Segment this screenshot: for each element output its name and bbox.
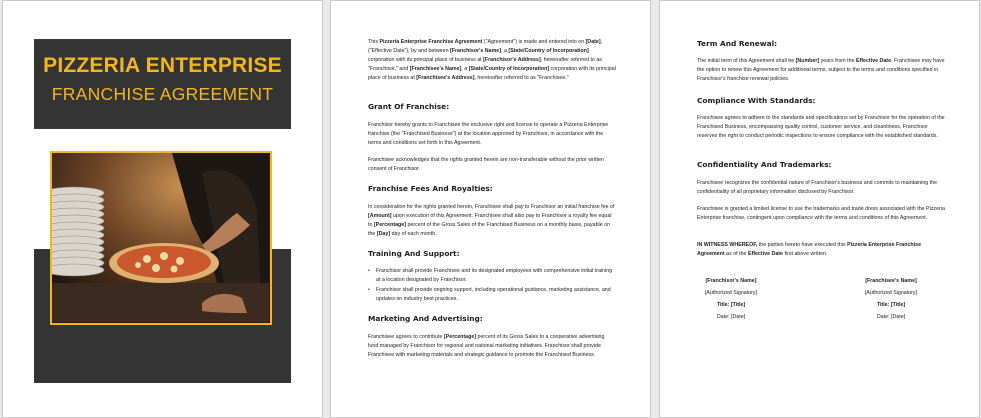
agreement-page-3 <box>659 0 980 418</box>
cover-subtitle: FRANCHISE AGREEMENT <box>51 84 274 104</box>
marketing-paragraph: Franchisee agrees to contribute [Percentage] percent of its Gross Sales to a cooperative advertising fund managed by Franchisor for regional and national marketing initiatives. Franchisor shall provide Franchisee with marketing materials and strategic guidance to promote the Franchised Business. <box>368 334 605 358</box>
term-paragraph: The initial term of this Agreement shall be [Number] years from the Effective Date. Franchisee may have the option to renew this Agreement for additional terms, subject to the terms and conditions specified in Franchisor's franchise renewal policies. <box>697 58 945 82</box>
grant-heading: Grant Of Franchise: <box>368 102 450 111</box>
franchisee-role: [Authorized Signatory] <box>864 290 918 296</box>
agreement-page-2 <box>330 0 651 418</box>
witness-paragraph: IN WITNESS WHEREOF, the parties hereto have executed this Pizzeria Enterprise Franchise Agreement as of the Effective Date first above written. <box>697 242 922 257</box>
franchisee-name: [Franchisee's Name] <box>865 278 917 284</box>
franchisor-title: Title: [Title] <box>716 302 746 308</box>
confidentiality-paragraph-2: Franchisee is granted a limited license to use the trademarks and trade dress associated with the Pizzeria Enterprise franchise, contingent upon compliance with the terms and conditions of this Agreement. <box>697 206 945 221</box>
marketing-heading: Marketing And Advertising: <box>368 314 483 323</box>
fees-paragraph: In consideration for the rights granted herein, Franchisee shall pay to Franchisor an initial franchise fee of [Amount] upon execution of this Agreement. Franchisee shall also pay to Franchisor a royalty fee equal to [Percentage] percent of the Gross Sales of the Franchised Business on a monthly basis, payable on the [Day] day of each month. <box>368 204 615 237</box>
training-item-1: • Franchisor shall provide Franchisee and its designated employees with comprehensive initial training at a location designated by Franchisor. <box>376 267 614 285</box>
training-heading: Training And Support: <box>368 249 460 258</box>
grant-paragraph-2: Franchisee acknowledges that the rights granted herein are non-transferable without the prior written consent of Franchisor. <box>368 157 604 172</box>
training-item-2: • Franchisor shall provide ongoing support, including operational guidance, marketing assistance, and updates on industry best practices. <box>376 286 614 304</box>
signature-block-franchisee <box>846 275 936 323</box>
cover-page <box>2 0 323 418</box>
franchisee-title: Title: [Title] <box>876 302 906 308</box>
confidentiality-heading: Confidentiality And Trademarks: <box>697 160 832 169</box>
cover-title-box <box>34 39 291 129</box>
grant-paragraph-1: Franchisor hereby grants to Franchisee the exclusive right and license to operate a Pizzeria Enterprise franchise (the "Franchised Business") at the location approved by Franchisor, in accordance with the terms and conditions set forth in this Agreement. <box>368 122 609 146</box>
term-heading: Term And Renewal: <box>697 39 778 48</box>
pizza-chef-photo <box>50 151 272 325</box>
confidentiality-paragraph-1: Franchisee recognizes the confidential nature of Franchisor's business and commits to maintaining the confidentiality of all proprietary information disclosed by Franchisor. <box>697 180 938 195</box>
compliance-paragraph: Franchisee agrees to adhere to the standards and specifications set by Franchisor for the operation of the Franchised Business, encompassing quality control, customer service, and cleanliness. Franchisor reserves the right to conduct periodic inspections to ensure compliance with the established standards. <box>697 115 945 139</box>
franchisor-date: Date: [Date] <box>716 314 746 320</box>
franchisor-role: [Authorized Signatory] <box>704 290 758 296</box>
fees-heading: Franchise Fees And Royalties: <box>368 184 493 193</box>
cover-title: PIZZERIA ENTERPRISE <box>43 54 282 77</box>
compliance-heading: Compliance With Standards: <box>697 96 816 105</box>
signature-block-franchisor <box>686 275 776 323</box>
intro-paragraph: This Pizzeria Enterprise Franchise Agreement ("Agreement") is made and entered into on [Date], ("Effective Date"), by and between [Franchisor's Name], a [State/Country of Incorporation] corporation with its principal place of business at [Franchisor's Address], hereinafter referred to as "Franchisor," and [Franchisee's Name], a [State/Country of Incorporation] corporation with its principal place of business at [Franchisee's Address], hereinafter referred to as "Franchisee." <box>368 39 616 81</box>
franchisor-name: [Franchisor's Name] <box>705 278 757 284</box>
franchisee-date: Date: [Date] <box>876 314 906 320</box>
